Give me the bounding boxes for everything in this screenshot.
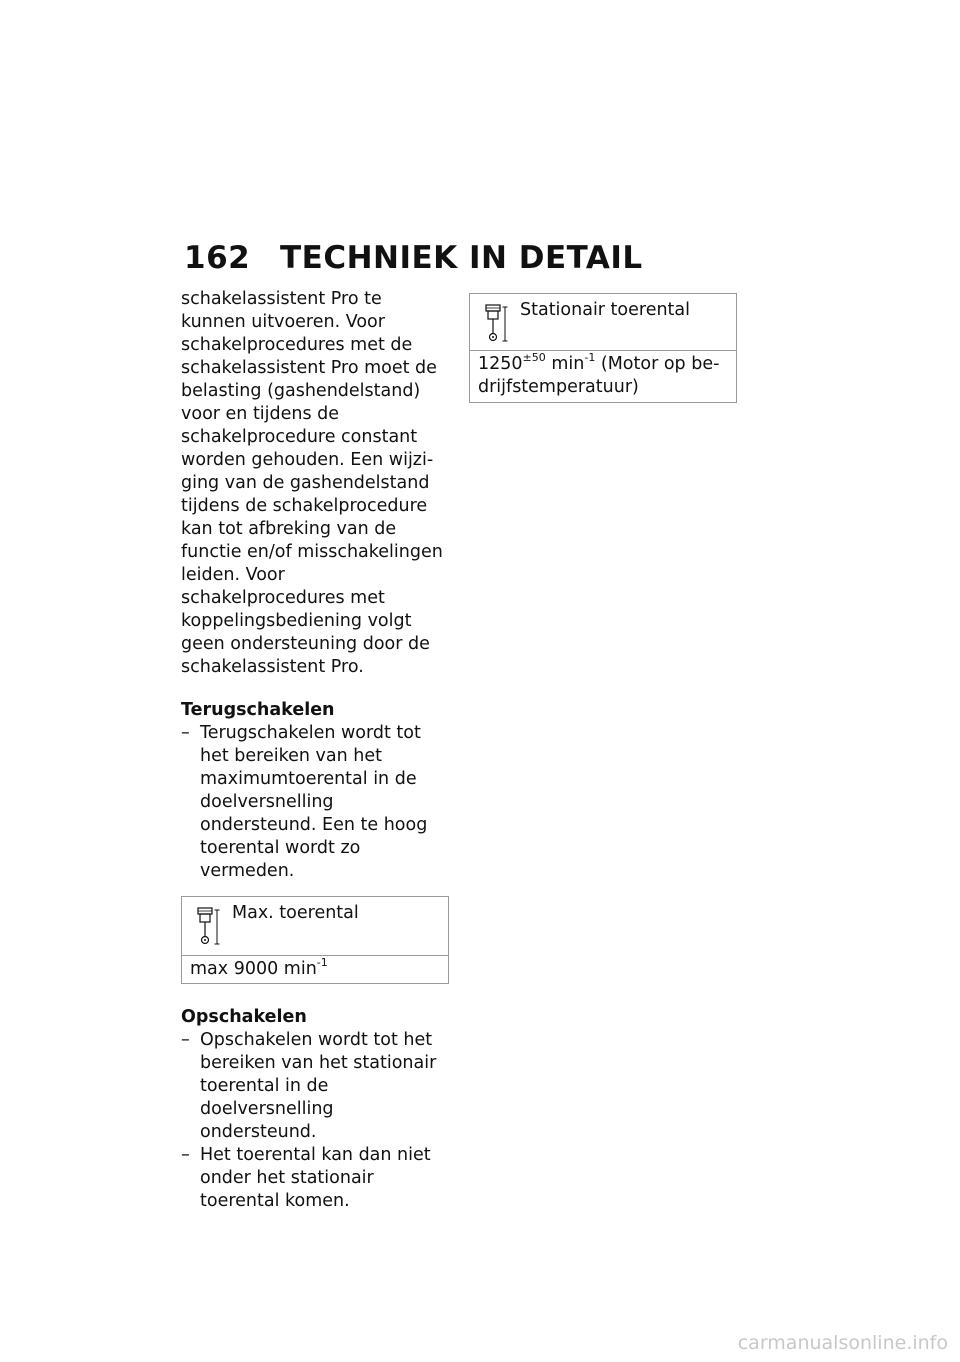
downshift-heading: Terugschakelen (181, 700, 335, 720)
spec-value-unit-exponent: -1 (584, 351, 596, 365)
spec-value-exponent: -1 (316, 956, 328, 970)
idle-rpm-spec-box (469, 293, 737, 403)
list-item (181, 1144, 451, 1213)
spec-title: Max. toerental (232, 903, 359, 923)
spec-header (182, 897, 448, 956)
max-rpm-spec-box (181, 896, 449, 984)
spec-header (470, 294, 736, 351)
intro-paragraph: schakelassistent Pro te kunnen uitvoeren. Voor schakelprocedures met de schakelassistent Pro moet de belasting (gashendelstand) voor en tijdens de schakelprocedure constant worden gehouden. Een wijziging van de gashendelstand tijdens de schakelprocedure kan tot afbreking van de functie en/of misschakelingen leiden. Voor schakelprocedures met koppelingsbediening volgt geen ondersteuning door de schakelassistent Pro. (181, 289, 443, 677)
spec-value-tolerance: ±50 (522, 351, 546, 365)
left-column (181, 288, 451, 1213)
spec-value (182, 956, 448, 983)
spec-value-unit: min (545, 354, 585, 374)
upshift-bullet-text: Opschakelen wordt tot het bereiken van het stationair toerental in de doelversnelling ondersteund. (200, 1030, 437, 1142)
upshift-heading: Opschakelen (181, 1007, 307, 1027)
bullet-dash: – (181, 723, 190, 743)
bullet-dash: – (181, 1030, 190, 1050)
spec-value-main: 1250 (478, 354, 523, 374)
downshift-bullet-text: Terugschakelen wordt tot het bereiken van het maximumtoerental in de doelversnelling ondersteund. Een te hoog toerental wordt zo vermeden. (200, 723, 428, 881)
page-header (184, 240, 643, 276)
section-title: TECHNIEK IN DETAIL (280, 240, 643, 276)
list-item (181, 1029, 451, 1144)
right-column (469, 293, 737, 403)
engine-piston-icon (485, 304, 509, 344)
bullet-dash: – (181, 1145, 190, 1165)
spec-value-text: max 9000 min (190, 959, 317, 979)
spec-value-note: (Motor op bedrijfstemperatuur) (478, 354, 720, 397)
list-item (181, 722, 451, 883)
spec-title: Stationair toerental (520, 300, 691, 320)
engine-piston-icon (197, 907, 221, 947)
page-number: 162 (184, 240, 251, 276)
watermark: carmanualsonline.info (737, 1332, 948, 1354)
spec-value (470, 351, 736, 402)
upshift-bullet-text: Het toerental kan dan niet onder het stationair toerental komen. (200, 1145, 431, 1211)
